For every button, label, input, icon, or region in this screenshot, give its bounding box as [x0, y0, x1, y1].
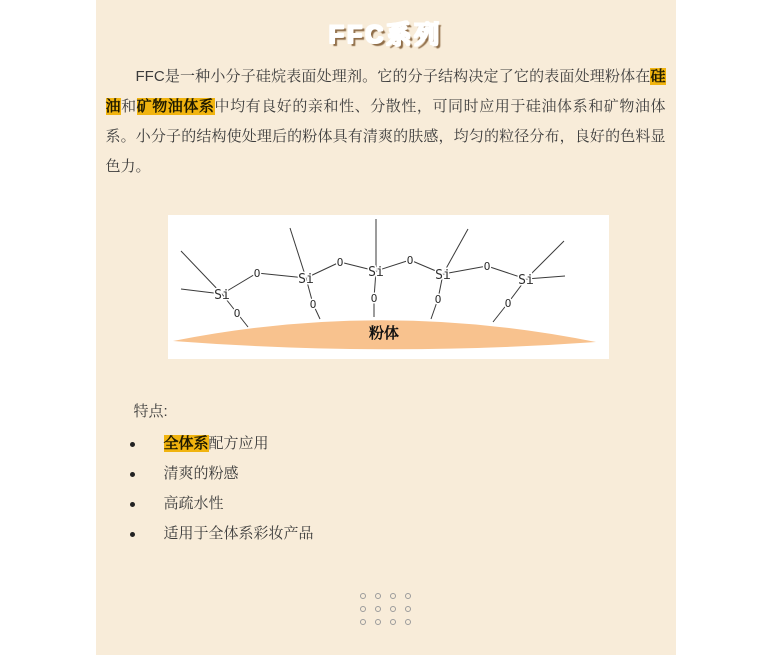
feature-item-text	[164, 525, 314, 542]
o-atom-label: O	[370, 292, 377, 305]
bullet-icon	[130, 442, 135, 447]
o-atom-label: O	[253, 267, 260, 280]
text-segment: 配方应用	[208, 435, 269, 452]
o-atom-label: O	[309, 298, 316, 311]
o-atom-label: O	[336, 256, 343, 269]
o-atom-label: O	[434, 293, 441, 306]
highlighted-text: 全体系	[163, 435, 209, 452]
dot-icon	[390, 619, 396, 625]
o-atom-label: O	[233, 307, 240, 320]
dot-icon	[405, 606, 411, 612]
si-atom-label: Si	[213, 288, 230, 303]
si-atom-label: Si	[297, 272, 314, 287]
highlighted-text: 硅油	[105, 68, 666, 115]
text-segment: 高疏水性	[163, 495, 224, 512]
dot-icon	[405, 619, 411, 625]
feature-item	[106, 459, 666, 489]
feature-item	[106, 519, 666, 549]
text-segment: FFC是一种小分子硅烷表面处理剂。它的分子结构决定了它的表面处理粉体在	[135, 68, 651, 85]
dot-icon	[360, 619, 366, 625]
text-segment: 和	[121, 98, 137, 115]
text-segment: 中均有良好的亲和性、分散性，可同时应用于硅油体系和矿物油体系。小分子的结构使处理后的粉体具有清爽的肤感，均匀的粒径分布，良好的色料显色力。	[105, 98, 666, 175]
dot-icon	[360, 606, 366, 612]
text-segment: 适用于全体系彩妆产品	[163, 525, 314, 542]
feature-item-text	[164, 435, 269, 452]
bullet-icon	[130, 502, 135, 507]
dot-icon	[390, 606, 396, 612]
dot-icon	[375, 606, 381, 612]
bullet-icon	[130, 472, 135, 477]
highlighted-text: 矿物油体系	[136, 98, 215, 115]
footer-dots	[360, 593, 411, 625]
feature-item	[106, 429, 666, 459]
si-atom-label: Si	[367, 265, 384, 280]
features-list	[106, 429, 666, 549]
bullet-icon	[130, 532, 135, 537]
feature-item	[106, 489, 666, 519]
o-atom-label: O	[406, 254, 413, 267]
powder-surface-label: 粉体	[368, 325, 399, 342]
molecule-diagram	[168, 215, 609, 359]
si-atom-label: Si	[434, 268, 451, 283]
dot-icon	[375, 619, 381, 625]
feature-item-text	[164, 465, 239, 482]
dot-icon	[405, 593, 411, 599]
intro-paragraph	[106, 62, 666, 182]
document-content	[96, 0, 676, 655]
o-atom-label: O	[483, 260, 490, 273]
page-title: FFC系列	[329, 15, 443, 51]
silane-structure-diagram	[168, 215, 609, 359]
title-bar	[106, 0, 666, 52]
si-atom-label: Si	[517, 273, 534, 288]
dot-icon	[375, 593, 381, 599]
dot-icon	[390, 593, 396, 599]
dot-icon	[360, 593, 366, 599]
text-segment: 清爽的粉感	[163, 465, 239, 482]
features-heading: 特点:	[133, 403, 168, 420]
o-atom-label: O	[504, 297, 511, 310]
feature-item-text	[164, 495, 224, 512]
